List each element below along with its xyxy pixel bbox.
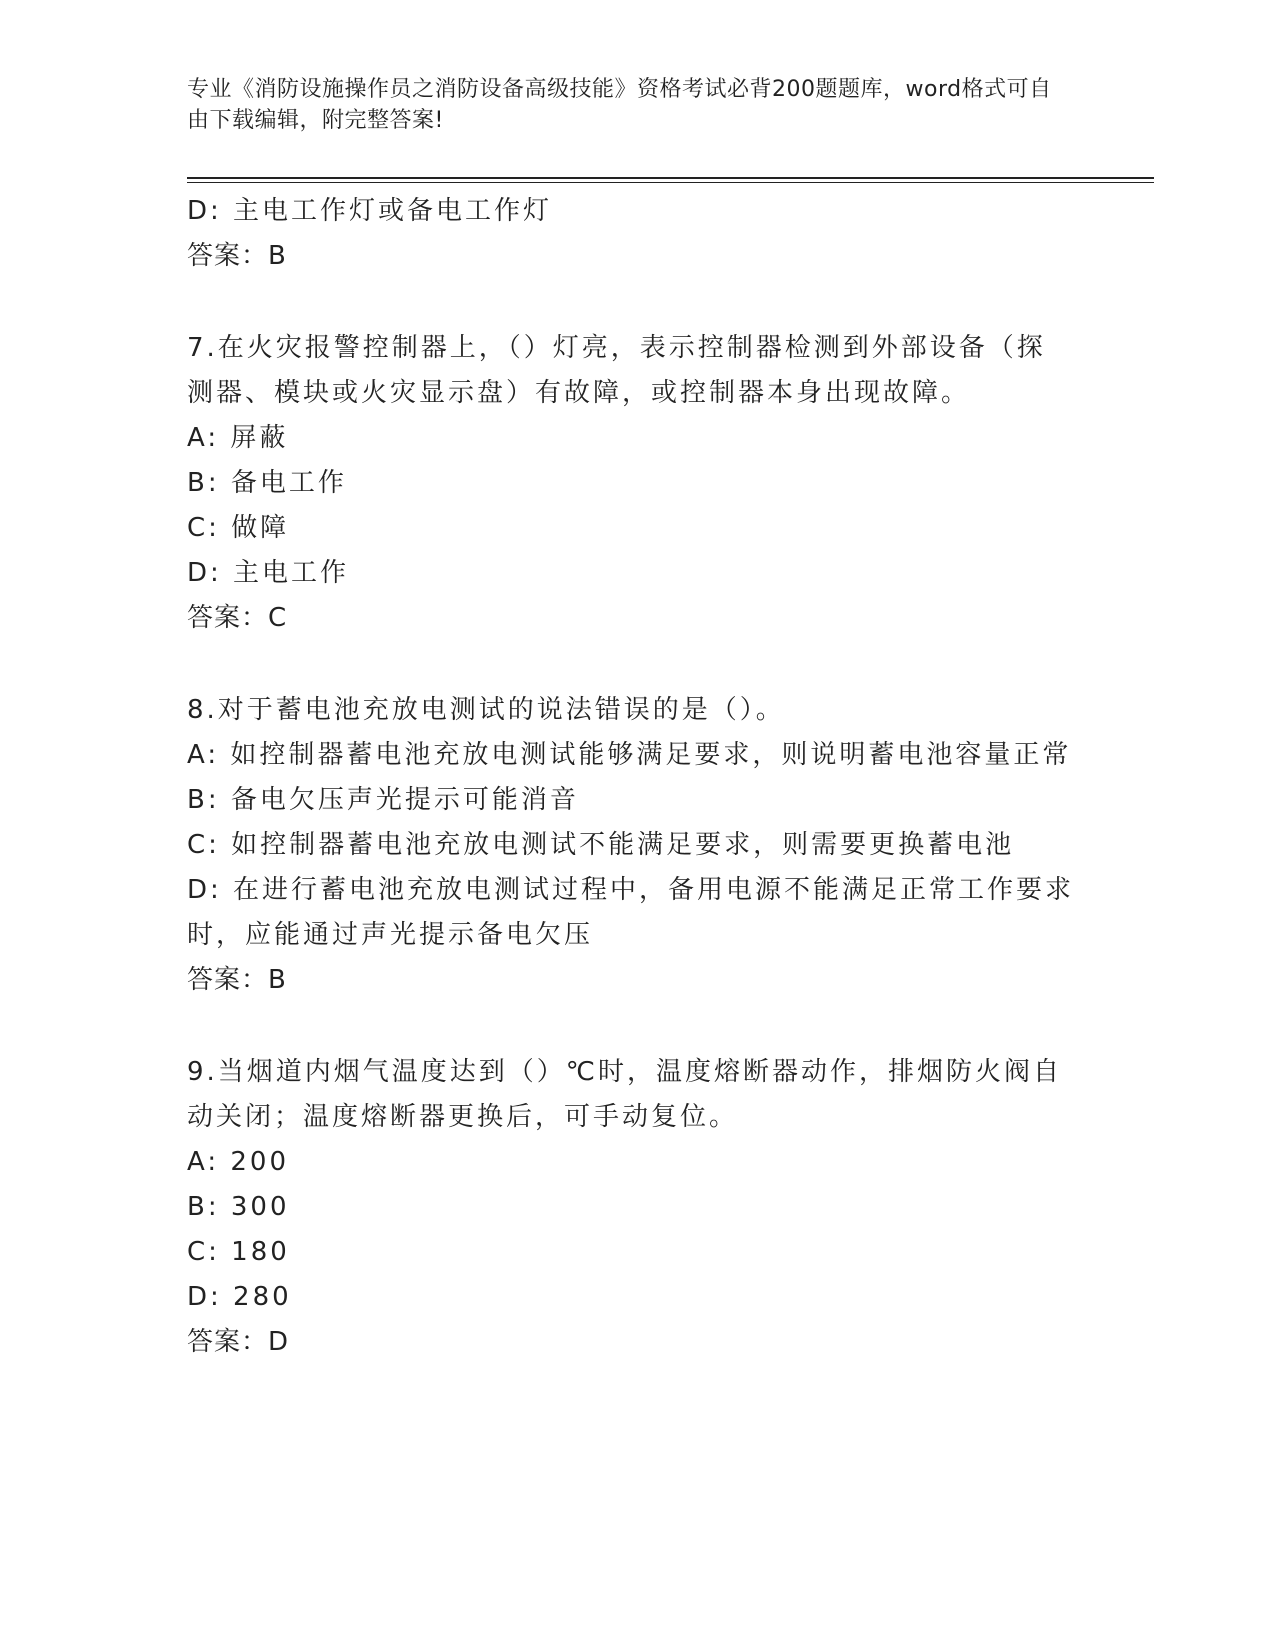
- question-stem: 测器、模块或火灾显示盘）有故障，或控制器本身出现故障。: [187, 378, 971, 408]
- question-stem: 7.在火灾报警控制器上，（）灯亮，表示控制器检测到外部设备（探: [187, 333, 1046, 363]
- option-a: A: 如控制器蓄电池充放电测试能够满足要求，则说明蓄电池容量正常: [187, 740, 1072, 770]
- option-c: C: 如控制器蓄电池充放电测试不能满足要求，则需要更换蓄电池: [187, 830, 1015, 860]
- question-content: [187, 189, 1087, 1365]
- spacer: [187, 641, 1087, 688]
- question-block-9: [187, 1050, 1087, 1365]
- question-block-8: [187, 688, 1087, 1003]
- question-block-6-tail: [187, 189, 1087, 279]
- option-b: B: 备电工作: [187, 468, 347, 498]
- question-stem: 动关闭；温度熔断器更换后，可手动复位。: [187, 1102, 739, 1132]
- option-d: D: 主电工作: [187, 558, 350, 588]
- option-a: A: 200: [187, 1147, 289, 1177]
- question-stem: 8.对于蓄电池充放电测试的说法错误的是（）。: [187, 695, 785, 725]
- option-d: D: 280: [187, 1282, 292, 1312]
- question-block-7: [187, 326, 1087, 641]
- option-c: C: 180: [187, 1237, 290, 1267]
- answer-label: 答案：B: [187, 965, 287, 995]
- answer-label: 答案：D: [187, 1327, 290, 1357]
- option-d-continued: 时，应能通过声光提示备电欠压: [187, 920, 594, 950]
- option-b: B: 300: [187, 1192, 290, 1222]
- option-a: A: 屏蔽: [187, 423, 289, 453]
- spacer: [187, 279, 1087, 326]
- option-d: D: 主电工作灯或备电工作灯: [187, 196, 553, 226]
- answer-label: 答案：B: [187, 241, 287, 271]
- header-divider-thick: [187, 177, 1154, 179]
- option-c: C: 做障: [187, 513, 290, 543]
- option-d: D: 在进行蓄电池充放电测试过程中，备用电源不能满足正常工作要求: [187, 875, 1075, 905]
- spacer: [187, 1003, 1087, 1050]
- answer-label: 答案：C: [187, 603, 288, 633]
- question-stem: 9.当烟道内烟气温度达到（）℃时，温度熔断器动作，排烟防火阀自: [187, 1057, 1063, 1087]
- option-b: B: 备电欠压声光提示可能消音: [187, 785, 579, 815]
- document-header: 专业《消防设施操作员之消防设备高级技能》资格考试必背200题题库，word格式可自由下载编辑，附完整答案!: [187, 77, 1052, 133]
- header-divider-thin: [187, 182, 1154, 183]
